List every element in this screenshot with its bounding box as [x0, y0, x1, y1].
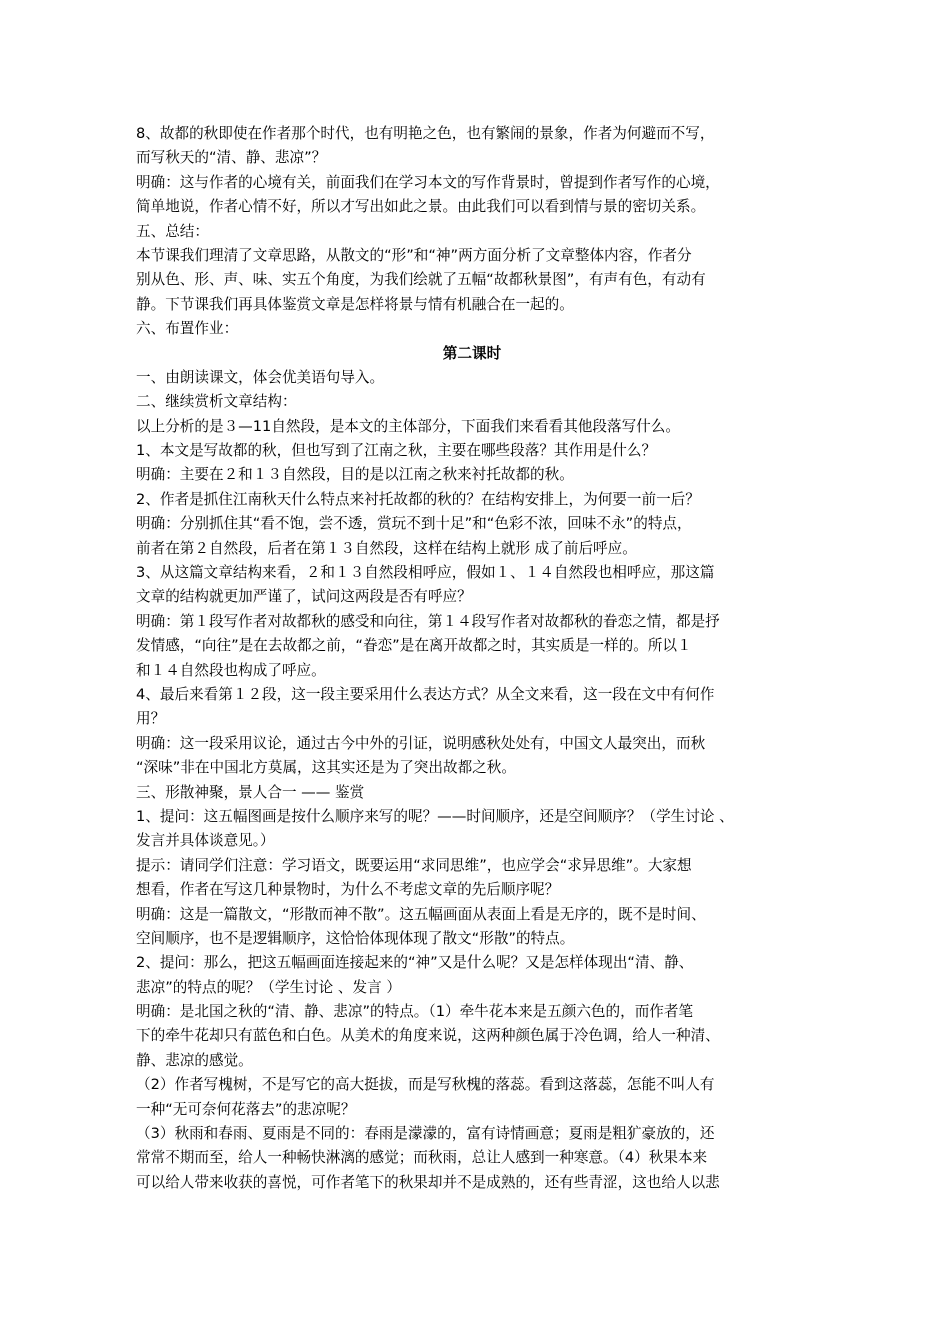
text-line: 明确：分别抓住其“看不饱，尝不透，赏玩不到十足”和“色彩不浓，回味不永”的特点，	[136, 515, 692, 533]
text-line: （3）秋雨和春雨、夏雨是不同的：春雨是濛濛的，富有诗情画意；夏雨是粗犷豪放的，还	[136, 1125, 715, 1143]
text-line: 一种“无可奈何花落去”的悲凉呢？	[136, 1100, 356, 1118]
text-line: 4、最后来看第１２段，这一段主要采用什么表达方式？从全文来看，这一段在文中有何作	[136, 685, 715, 703]
text-line: 而写秋天的“清、静、悲凉”？	[136, 149, 327, 167]
lesson-title: 第二课时	[442, 344, 502, 362]
text-line: 三、形散神聚，景人合一 —— 鉴赏	[136, 783, 365, 801]
text-line: 明确：是北国之秋的“清、静、悲凉”的特点。（1）牵牛花本来是五颜六色的，而作者笔	[136, 1003, 694, 1021]
text-line: 静。下节课我们再具体鉴赏文章是怎样将景与情有机融合在一起的。	[136, 295, 574, 313]
text-line: （2）作者写槐树，不是写它的高大挺拔，而是写秋槐的落蕊。看到这落蕊，怎能不叫人有	[136, 1076, 715, 1094]
section-heading-summary: 五、总结：	[136, 222, 209, 240]
text-line: 以上分析的是３—11自然段，是本文的主体部分，下面我们来看看其他段落写什么。	[136, 417, 680, 435]
text-line: 明确：第１段写作者对故都秋的感受和向往，第１４段写作者对故都秋的眷恋之情，都是抒	[136, 612, 720, 630]
text-line: 静、悲凉的感觉。	[136, 1051, 253, 1069]
text-line: 明确：主要在２和１３自然段，目的是以江南之秋来衬托故都的秋。	[136, 466, 574, 484]
text-line: 发言并具体谈意见。）	[136, 832, 275, 850]
text-line: 悲凉”的特点的呢？（学生讨论 、发言 ）	[136, 978, 401, 996]
section-heading-homework: 六、布置作业：	[136, 320, 239, 338]
text-line: 明确：这是一篇散文，“形散而神不散”。这五幅画面从表面上看是无序的，既不是时间、	[136, 905, 706, 923]
text-line: 一、由朗读课文，体会优美语句导入。	[136, 368, 385, 386]
text-line: 二、继续赏析文章结构：	[136, 393, 297, 411]
text-line: 明确：这一段采用议论，通过古今中外的引证，说明感秋处处有，中国文人最突出，而秋	[136, 734, 706, 752]
text-line: 可以给人带来收获的喜悦，可作者笔下的秋果却并不是成熟的，还有些青涩，这也给人以悲	[136, 1173, 720, 1191]
text-line: 8、故都的秋即使在作者那个时代，也有明艳之色，也有繁闹的景象，作者为何避而不写，	[136, 125, 715, 142]
text-line: 3、从这篇文章结构来看，２和１３自然段相呼应，假如１、１４自然段也相呼应，那这篇	[136, 564, 715, 582]
text-line: 明确：这与作者的心境有关，前面我们在学习本文的写作背景时，曾提到作者写作的心境，	[136, 173, 720, 191]
text-line: “深味”非在中国北方莫属，这其实还是为了突出故都之秋。	[136, 759, 516, 777]
text-line: 用？	[136, 710, 166, 728]
text-line: 1、本文是写故都的秋，但也写到了江南之秋，主要在哪些段落？其作用是什么？	[136, 442, 657, 460]
text-line: 发情感，“向往”是在去故都之前，“眷恋”是在离开故都之时，其实质是一样的。所以１	[136, 637, 692, 655]
text-line: 简单地说，作者心情不好，所以才写出如此之景。由此我们可以看到情与景的密切关系。	[136, 198, 706, 216]
text-line: 2、作者是抓住江南秋天什么特点来衬托故都的秋的？在结构安排上，为何要一前一后？	[136, 490, 700, 508]
text-line: 2、提问：那么，把这五幅画面连接起来的“神”又是什么呢？又是怎样体现出“清、静、	[136, 954, 694, 972]
text-line: 和１４自然段也构成了呼应。	[136, 661, 326, 679]
text-line: 下的牵牛花却只有蓝色和白色。从美术的角度来说，这两种颜色属于冷色调，给人一种清、	[136, 1027, 720, 1045]
text-line: 想看，作者在写这几种景物时，为什么不考虑文章的先后顺序呢？	[136, 881, 560, 899]
text-line: 空间顺序，也不是逻辑顺序，这恰恰体现体现了散文“形散”的特点。	[136, 929, 575, 947]
text-line: 常常不期而至，给人一种畅快淋漓的感觉；而秋雨，总让人感到一种寒意。（4）秋果本来	[136, 1149, 708, 1167]
text-line: 文章的结构就更加严谨了，试问这两段是否有呼应？	[136, 588, 472, 606]
text-line: 1、提问：这五幅图画是按什么顺序来写的呢？——时间顺序，还是空间顺序？（学生讨论 、	[136, 807, 734, 825]
text-line: 别从色、形、声、味、实五个角度，为我们绘就了五幅“故都秋景图”，有声有色，有动有	[136, 271, 706, 289]
text-line: 前者在第２自然段，后者在第１３自然段，这样在结构上就形 成了前后呼应。	[136, 539, 637, 557]
text-line: 本节课我们理清了文章思路，从散文的“形”和“神”两方面分析了文章整体内容，作者分	[136, 246, 692, 264]
document-body	[136, 122, 822, 1195]
text-line: 提示：请同学们注意：学习语文，既要运用“求同思维”，也应学会“求异思维”。大家想	[136, 856, 692, 874]
